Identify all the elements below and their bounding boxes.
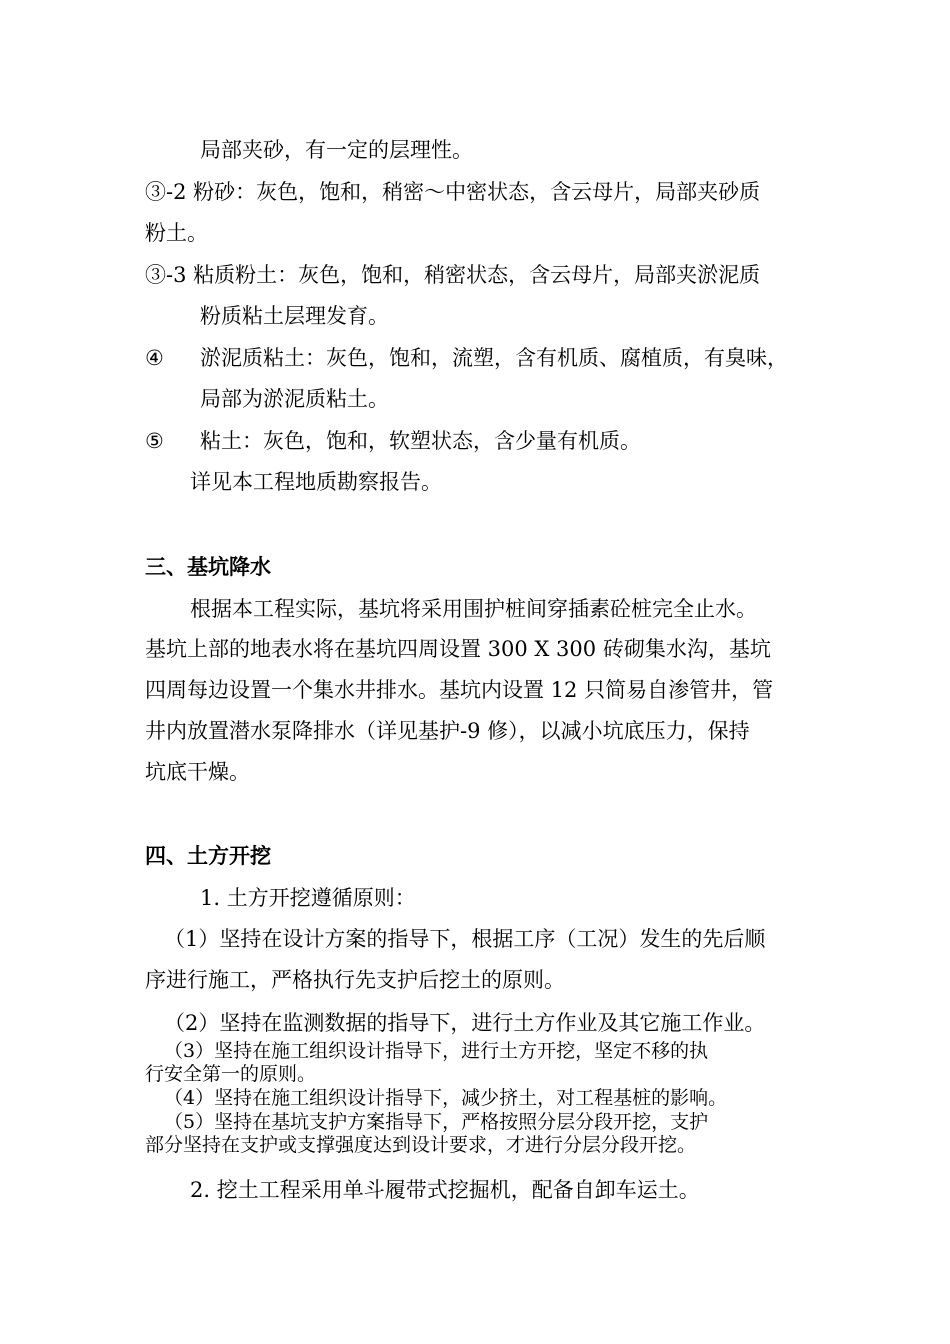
text-line: 行安全第一的原则。 [145, 1063, 317, 1085]
text-line: 四周每边设置一个集水井排水。基坑内设置 12 只简易自渗管井，管 [145, 678, 774, 702]
text-line: 粘土：灰色，饱和，软塑状态，含少量有机质。 [200, 429, 641, 453]
section-heading: 四、土方开挖 [145, 844, 271, 868]
text-line: 坑底干燥。 [145, 760, 250, 784]
text-line: （4）坚持在施工组织设计指导下，减少挤土，对工程基桩的影响。 [164, 1087, 728, 1109]
text-line: 部分坚持在支护或支撑强度达到设计要求，才进行分层分段开挖。 [145, 1134, 697, 1156]
text-line: 序进行施工，严格执行先支护后挖土的原则。 [145, 968, 565, 992]
text-line: 详见本工程地质勘察报告。 [190, 470, 442, 494]
section-heading: 三、基坑降水 [145, 555, 271, 579]
text-line: （3）坚持在施工组织设计指导下，进行土方开挖，坚定不移的执 [164, 1040, 709, 1062]
text-line: 局部为淤泥质粘土。 [200, 387, 389, 411]
text-line: ③-2 粉砂：灰色，饱和，稍密～中密状态，含云母片，局部夹砂质 [145, 180, 761, 204]
list-marker: ⑤ [145, 429, 164, 453]
list-marker: ④ [145, 346, 164, 370]
text-line: 局部夹砂，有一定的层理性。 [200, 138, 473, 162]
text-line: 1. 土方开挖遵循原则： [200, 886, 416, 910]
text-line: 基坑上部的地表水将在基坑四周设置 300 X 300 砖砌集水沟，基坑 [145, 637, 771, 661]
text-line: （2）坚持在监测数据的指导下，进行土方作业及其它施工作业。 [164, 1011, 766, 1035]
text-line: 井内放置潜水泵降排水（详见基护-9 修），以减小坑底压力，保持 [145, 719, 750, 743]
text-line: 粉土。 [145, 221, 208, 245]
text-line: 2. 挖土工程采用单斗履带式挖掘机，配备自卸车运土。 [190, 1178, 700, 1202]
text-line: 粉质粘土层理发育。 [200, 304, 389, 328]
text-line: 淤泥质粘土：灰色，饱和，流塑，含有机质、腐植质，有臭味， [200, 346, 788, 370]
text-line: （1）坚持在设计方案的指导下，根据工序（工况）发生的先后顺 [164, 927, 766, 951]
text-line: 根据本工程实际，基坑将采用围护桩间穿插素砼桩完全止水。 [190, 597, 757, 621]
text-line: （5）坚持在基坑支护方案指导下，严格按照分层分段开挖，支护 [164, 1111, 709, 1133]
text-line: ③-3 粘质粉土：灰色，饱和，稍密状态，含云母片，局部夹淤泥质 [145, 263, 761, 287]
